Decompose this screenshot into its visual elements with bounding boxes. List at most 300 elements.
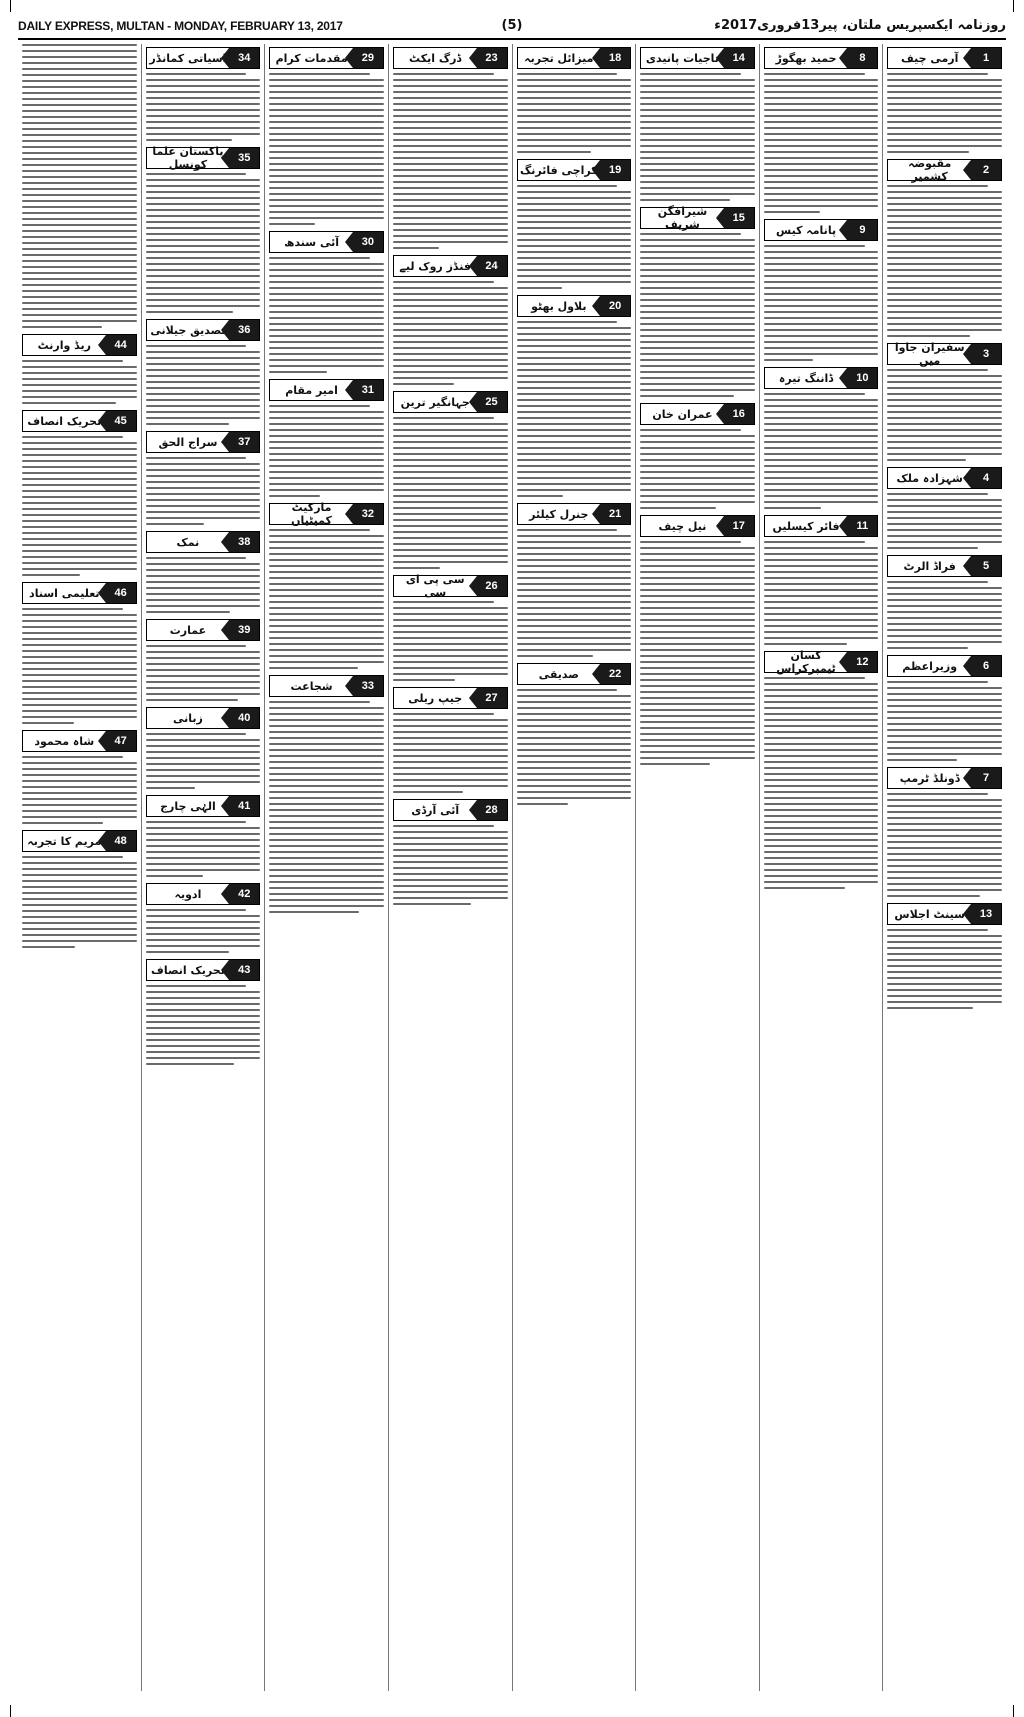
text-line <box>517 97 632 99</box>
text-line <box>269 565 384 567</box>
text-line <box>640 269 755 271</box>
text-line <box>146 699 239 701</box>
text-line <box>764 211 820 213</box>
news-item-header <box>393 391 508 413</box>
text-line <box>887 263 1002 265</box>
text-line <box>146 681 261 683</box>
text-line <box>22 326 102 328</box>
text-line <box>887 85 1002 87</box>
news-item-title: آئی سندھ <box>284 235 339 249</box>
text-line <box>22 804 137 806</box>
text-line <box>764 839 879 841</box>
text-line <box>269 435 384 437</box>
text-line <box>146 311 233 313</box>
text-line <box>146 417 261 419</box>
news-item-number: 42 <box>229 884 259 904</box>
text-line <box>393 825 494 827</box>
text-line <box>887 317 1002 319</box>
news-item <box>640 515 755 765</box>
text-line <box>764 785 879 787</box>
text-line <box>887 103 1002 105</box>
text-line <box>640 175 755 177</box>
text-line <box>393 423 508 425</box>
text-line <box>269 577 384 579</box>
text-line <box>887 971 1002 973</box>
text-line <box>764 875 879 877</box>
text-line <box>269 619 384 621</box>
text-line <box>146 287 261 289</box>
text-line <box>764 809 879 811</box>
text-line <box>269 477 384 479</box>
news-item-body <box>393 281 508 385</box>
text-line <box>146 121 261 123</box>
text-line <box>640 703 755 705</box>
text-line <box>393 543 508 545</box>
news-item-header <box>887 159 1002 181</box>
text-line <box>887 299 1002 301</box>
text-line <box>269 845 384 847</box>
news-item-body <box>887 369 1002 461</box>
text-line <box>22 544 137 546</box>
text-line <box>22 290 137 292</box>
text-line <box>517 339 632 341</box>
text-line <box>146 587 261 589</box>
text-line <box>22 644 137 646</box>
text-line <box>146 605 261 607</box>
text-line <box>146 693 261 695</box>
news-item-header <box>764 47 879 69</box>
news-item <box>887 767 1002 897</box>
text-line <box>22 164 137 166</box>
text-line <box>22 248 137 250</box>
news-item <box>640 403 755 509</box>
text-line <box>887 251 1002 253</box>
news-item-body <box>887 581 1002 649</box>
text-line <box>887 493 988 495</box>
text-line <box>764 465 879 467</box>
text-line <box>22 550 137 552</box>
text-line <box>146 1033 261 1035</box>
text-line <box>146 763 261 765</box>
text-line <box>269 133 384 135</box>
news-item-body <box>269 701 384 913</box>
news-item <box>887 903 1002 1009</box>
text-line <box>22 140 137 142</box>
text-line <box>887 91 1002 93</box>
text-line <box>269 773 384 775</box>
text-line <box>887 687 1002 689</box>
text-line <box>517 637 632 639</box>
text-line <box>640 619 755 621</box>
text-line <box>393 549 508 551</box>
text-line <box>146 781 261 783</box>
text-line <box>393 163 508 165</box>
news-item-number: 41 <box>229 796 259 816</box>
text-line <box>146 863 261 865</box>
text-line <box>517 73 618 75</box>
text-line <box>393 417 494 419</box>
text-line <box>146 91 261 93</box>
text-line <box>269 429 384 431</box>
text-line <box>269 713 384 715</box>
text-line <box>764 405 879 407</box>
text-line <box>517 779 632 781</box>
text-line <box>269 257 370 259</box>
news-item <box>146 619 261 701</box>
text-line <box>640 103 755 105</box>
text-line <box>887 735 1002 737</box>
text-line <box>146 109 261 111</box>
text-line <box>22 50 137 52</box>
text-line <box>269 287 384 289</box>
text-line <box>393 175 508 177</box>
text-line <box>640 435 755 437</box>
text-line <box>640 679 755 681</box>
text-line <box>887 115 1002 117</box>
text-line <box>517 351 632 353</box>
text-line <box>887 505 1002 507</box>
news-item-header <box>269 379 384 401</box>
text-line <box>887 535 1002 537</box>
text-line <box>764 477 879 479</box>
text-line <box>640 293 755 295</box>
news-item-header <box>22 830 137 852</box>
text-line <box>269 857 384 859</box>
text-line <box>887 511 1002 513</box>
news-item-number: 48 <box>106 831 136 851</box>
text-line <box>22 242 137 244</box>
text-line <box>640 251 755 253</box>
text-line <box>393 329 508 331</box>
news-item-number: 4 <box>971 468 1001 488</box>
news-item-header <box>146 883 261 905</box>
text-line <box>517 631 632 633</box>
news-item-title: جیپ ریلی <box>408 691 463 705</box>
text-line <box>640 631 755 633</box>
text-line <box>393 287 508 289</box>
text-line <box>517 737 632 739</box>
news-item-body <box>22 756 137 824</box>
text-line <box>393 453 508 455</box>
text-line <box>764 423 879 425</box>
text-line <box>22 188 137 190</box>
text-line <box>887 717 1002 719</box>
text-line <box>146 405 261 407</box>
text-line <box>887 799 1002 801</box>
text-line <box>146 305 261 307</box>
text-line <box>146 505 261 507</box>
news-item-title: مقدمات کرام <box>275 51 348 65</box>
news-item <box>146 531 261 613</box>
text-line <box>269 725 384 727</box>
text-line <box>269 465 384 467</box>
text-line <box>146 511 261 513</box>
news-item-body <box>517 321 632 497</box>
text-line <box>517 429 632 431</box>
news-item <box>393 47 508 249</box>
news-item-title: تصدیق جیلانی <box>150 323 226 337</box>
news-item-number: 26 <box>477 576 507 596</box>
text-line <box>146 133 261 135</box>
text-line <box>269 655 384 657</box>
text-line <box>640 607 755 609</box>
text-line <box>887 529 1002 531</box>
text-line <box>764 631 879 633</box>
text-line <box>269 411 384 413</box>
text-line <box>887 995 1002 997</box>
text-line <box>887 1007 973 1009</box>
text-line <box>887 127 1002 129</box>
text-line <box>146 869 261 871</box>
text-line <box>887 459 966 461</box>
text-line <box>887 541 1002 543</box>
news-item-header <box>146 795 261 817</box>
text-line <box>22 674 137 676</box>
news-item-title: تحریک انصاف <box>151 963 225 977</box>
text-line <box>517 447 632 449</box>
text-line <box>764 269 879 271</box>
text-line <box>269 743 384 745</box>
text-line <box>640 709 755 711</box>
text-line <box>22 460 137 462</box>
news-item-title: کسان ٹیمپرکراس <box>776 649 836 675</box>
news-item-body <box>146 985 261 1065</box>
masthead-right: روزنامہ ایکسپریس ملتان، پیر13فروری2017ء <box>714 18 1006 33</box>
text-line <box>517 109 632 111</box>
text-line <box>517 797 632 799</box>
text-line <box>517 411 632 413</box>
text-line <box>764 187 879 189</box>
news-item <box>393 391 508 569</box>
news-item-number: 47 <box>106 731 136 751</box>
text-line <box>640 643 755 645</box>
text-line <box>393 73 494 75</box>
text-line <box>269 547 384 549</box>
text-line <box>887 699 1002 701</box>
text-line <box>640 275 755 277</box>
text-line <box>640 661 755 663</box>
news-item <box>22 582 137 724</box>
text-line <box>517 529 618 531</box>
text-line <box>22 266 137 268</box>
text-line <box>764 791 879 793</box>
text-line <box>22 650 137 652</box>
text-line <box>146 345 247 347</box>
text-line <box>269 459 384 461</box>
news-item-header <box>22 730 137 752</box>
text-line <box>22 152 137 154</box>
text-line <box>393 323 508 325</box>
text-line <box>269 875 384 877</box>
news-item-number: 16 <box>724 404 754 424</box>
text-line <box>640 151 755 153</box>
text-line <box>393 145 508 147</box>
text-line <box>146 657 261 659</box>
text-line <box>764 275 879 277</box>
text-line <box>640 763 710 765</box>
news-item <box>269 231 384 373</box>
text-line <box>22 698 137 700</box>
text-line <box>517 601 632 603</box>
news-item-title: کراچی فائرنگ <box>520 163 598 177</box>
text-line <box>517 91 632 93</box>
text-line <box>640 441 755 443</box>
news-item-title: شجاعت <box>290 679 333 693</box>
news-item-number: 2 <box>971 160 1001 180</box>
text-line <box>764 797 879 799</box>
news-item-number: 30 <box>353 232 383 252</box>
text-line <box>146 487 261 489</box>
news-item-header <box>393 687 508 709</box>
text-line <box>393 151 508 153</box>
text-line <box>640 335 755 337</box>
text-line <box>887 257 1002 259</box>
text-line <box>269 911 358 913</box>
news-column <box>512 44 636 1691</box>
text-line <box>517 559 632 561</box>
news-item-title: ڈرگ ایکٹ <box>409 51 462 65</box>
news-item-title: مریم کا تجربہ <box>27 834 102 848</box>
text-line <box>269 311 384 313</box>
text-line <box>22 810 137 812</box>
text-line <box>517 541 632 543</box>
text-line <box>764 571 879 573</box>
text-line <box>393 831 508 833</box>
news-item-number: 25 <box>477 392 507 412</box>
news-item-body <box>764 73 879 213</box>
news-item-title: وزیراعظم <box>902 659 958 673</box>
text-line <box>22 680 137 682</box>
news-item-number: 45 <box>106 411 136 431</box>
text-line <box>146 209 261 211</box>
text-line <box>393 667 508 669</box>
news-item-title: الہٰی چارج <box>160 799 216 813</box>
text-line <box>146 239 261 241</box>
news-item <box>764 651 879 889</box>
text-line <box>146 79 261 81</box>
text-line <box>146 85 261 87</box>
text-line <box>22 484 137 486</box>
news-item-body <box>887 493 1002 549</box>
crop-mark <box>1013 1705 1014 1717</box>
text-line <box>764 677 865 679</box>
text-line <box>393 731 508 733</box>
text-line <box>887 793 988 795</box>
text-line <box>640 263 755 265</box>
text-line <box>640 655 755 657</box>
news-item-header <box>517 503 632 525</box>
text-line <box>269 127 384 129</box>
text-line <box>146 299 261 301</box>
text-line <box>146 1027 261 1029</box>
news-item-title: سی پی ای سی <box>405 573 465 599</box>
text-line <box>269 471 384 473</box>
news-item-title: بلاول بھٹو <box>531 299 587 313</box>
text-line <box>269 905 384 907</box>
text-line <box>22 442 137 444</box>
text-line <box>146 933 261 935</box>
text-line <box>887 121 1002 123</box>
masthead-left: DAILY EXPRESS, MULTAN - MONDAY, FEBRUARY 13, 2017 <box>18 19 343 33</box>
news-item-body <box>146 173 261 313</box>
text-line <box>22 360 123 362</box>
text-line <box>393 359 508 361</box>
text-line <box>887 547 978 549</box>
text-line <box>269 365 384 367</box>
news-item <box>887 467 1002 549</box>
news-item <box>146 707 261 789</box>
news-item-number: 6 <box>971 656 1001 676</box>
news-item-header <box>517 295 632 317</box>
text-line <box>393 85 508 87</box>
text-line <box>22 946 75 948</box>
news-item-title: سراج الحق <box>158 435 218 449</box>
news-item-title: ڈونلڈ ٹرمپ <box>899 771 960 785</box>
news-item-body <box>764 541 879 645</box>
text-line <box>393 755 508 757</box>
news-columns <box>18 44 1006 1691</box>
text-line <box>887 109 1002 111</box>
text-line <box>146 423 230 425</box>
text-line <box>393 513 508 515</box>
text-line <box>887 623 1002 625</box>
news-item-header <box>22 334 137 356</box>
text-line <box>146 293 261 295</box>
text-line <box>517 441 632 443</box>
news-item <box>22 44 137 328</box>
news-item-header <box>517 47 632 69</box>
text-line <box>22 396 137 398</box>
text-line <box>887 499 1002 501</box>
text-line <box>146 375 261 377</box>
text-line <box>393 335 508 337</box>
text-line <box>887 517 1002 519</box>
news-item-body <box>22 608 137 724</box>
news-item-title: زبانی <box>173 711 203 725</box>
text-line <box>640 371 755 373</box>
text-line <box>146 381 261 383</box>
text-line <box>640 483 755 485</box>
text-line <box>393 625 508 627</box>
text-line <box>22 614 137 616</box>
text-line <box>517 85 632 87</box>
news-item <box>517 159 632 289</box>
text-line <box>517 471 632 473</box>
text-line <box>887 523 1002 525</box>
text-line <box>764 815 879 817</box>
text-line <box>887 335 970 337</box>
text-line <box>517 133 632 135</box>
text-line <box>393 483 508 485</box>
text-line <box>22 656 137 658</box>
text-line <box>517 707 632 709</box>
text-line <box>22 562 137 564</box>
text-line <box>887 209 1002 211</box>
text-line <box>269 317 384 319</box>
text-line <box>764 399 879 401</box>
news-item <box>640 47 755 201</box>
text-line <box>517 321 618 323</box>
news-item-number: 34 <box>229 48 259 68</box>
news-item-body <box>887 681 1002 761</box>
text-line <box>517 719 632 721</box>
text-line <box>393 779 508 781</box>
text-line <box>517 731 632 733</box>
news-item-header <box>22 410 137 432</box>
news-item-header <box>393 799 508 821</box>
text-line <box>269 97 384 99</box>
news-item-body <box>393 825 508 905</box>
